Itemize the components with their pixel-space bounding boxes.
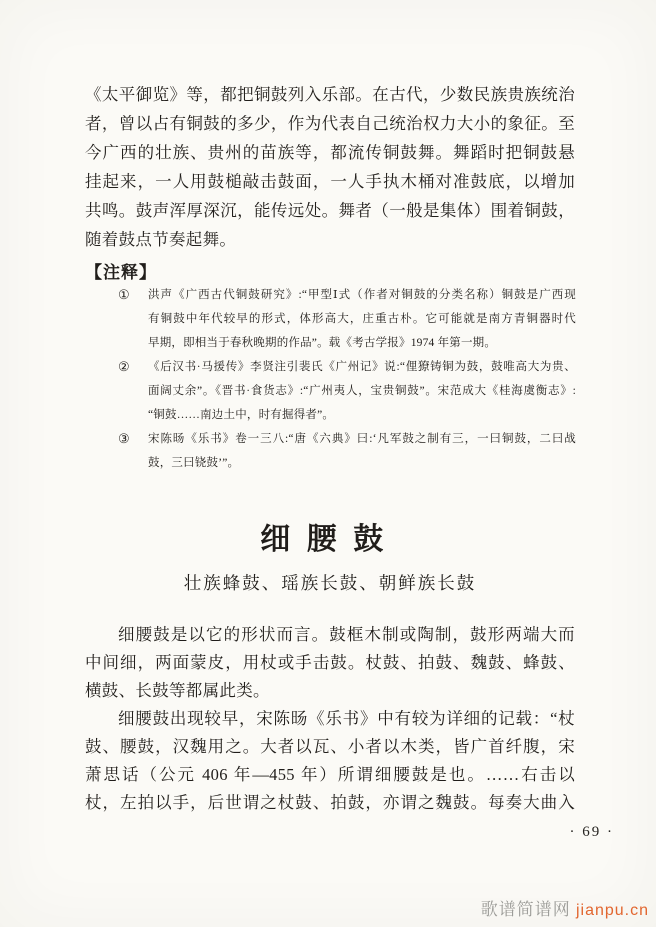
text-line: 挂起来，一人用鼓槌敲击鼓面，一人手执木桶对准鼓底，以增加 — [85, 172, 575, 191]
paragraph-continuation — [85, 80, 575, 254]
text-line: 随着鼓点节奏起舞。 — [85, 230, 237, 249]
text-line: 中间细，两面蒙皮，用杖或手击鼓。杖鼓、拍鼓、魏鼓、蜂鼓、 — [85, 653, 575, 672]
note-text — [148, 355, 576, 427]
note-marker: ① — [118, 287, 130, 302]
watermark — [481, 895, 649, 920]
note-item — [85, 355, 575, 427]
text-line: 萧思话（公元 406 年—455 年）所谓细腰鼓是也。……右击以 — [85, 765, 575, 784]
note-line: 有铜鼓中年代较早的形式，体形高大，庄重古朴。它可能就是南方青铜器时代 — [148, 313, 576, 325]
text-line: 者，曾以占有铜鼓的多少，作为代表自己统治权力大小的象征。至 — [85, 114, 575, 133]
text-line: 《太平御览》等，都把铜鼓列入乐部。在古代，少数民族贵族统治 — [85, 85, 575, 104]
note-item — [85, 427, 575, 475]
page-number: · 69 · — [569, 824, 614, 840]
note-line: 洪声《广西古代铜鼓研究》:“甲型Ⅰ式（作者对铜鼓的分类名称）铜鼓是广西现 — [148, 289, 576, 301]
note-marker: ③ — [118, 431, 130, 446]
chapter-title: 细腰鼓 — [260, 523, 400, 556]
chapter-subtitle: 壮族蜂鼓、瑶族长鼓、朝鲜族长鼓 — [183, 573, 477, 593]
text-line: 细腰鼓是以它的形状而言。鼓框木制或陶制，鼓形两端大而 — [118, 625, 575, 644]
note-line: 《后汉书·马援传》李贤注引裴氏《广州记》说:“俚獠铸铜为鼓，鼓唯高大为贵、 — [148, 361, 576, 373]
text-line: 今广西的壮族、贵州的苗族等，都流传铜鼓舞。舞蹈时把铜鼓悬 — [85, 143, 575, 162]
note-line: 鼓，三曰铙鼓’”。 — [148, 457, 240, 469]
note-line: 面阔丈余”。《晋书·食货志》:“广州夷人，宝贵铜鼓”。宋范成大《桂海虞衡志》: — [148, 385, 576, 397]
note-text — [148, 427, 576, 475]
text-line: 细腰鼓出现较早，宋陈旸《乐书》中有较为详细的记载：“杖 — [118, 709, 575, 728]
text-line: 横鼓、长鼓等都属此类。 — [85, 681, 270, 700]
note-line: “铜鼓……南边土中，时有掘得者”。 — [148, 409, 335, 421]
text-line: 鼓、腰鼓，汉魏用之。大者以瓦、小者以木类，皆广首纤腹，宋 — [85, 737, 575, 756]
watermark-domain: jianpu.cn — [575, 902, 649, 919]
note-line: 宋陈旸《乐书》卷一三八:“唐《六典》曰:‘凡军鼓之制有三，一曰铜鼓，二曰战 — [148, 433, 576, 445]
notes-section — [85, 283, 575, 475]
watermark-site-name: 歌谱简谱网 — [480, 900, 571, 919]
note-marker: ② — [118, 359, 130, 374]
text-line: 共鸣。鼓声浑厚深沉，能传远处。舞者（一般是集体）围着铜鼓， — [85, 201, 575, 220]
note-line: 早期，即相当于春秋晚期的作品”。载《考古学报》1974 年第一期。 — [148, 337, 497, 349]
notes-heading: 【注释】 — [85, 263, 157, 282]
text-line: 杖，左拍以手，后世谓之杖鼓、拍鼓，亦谓之魏鼓。每奏大曲入 — [85, 793, 575, 812]
paragraph — [85, 621, 575, 817]
note-item — [85, 283, 575, 355]
note-text — [148, 283, 576, 355]
